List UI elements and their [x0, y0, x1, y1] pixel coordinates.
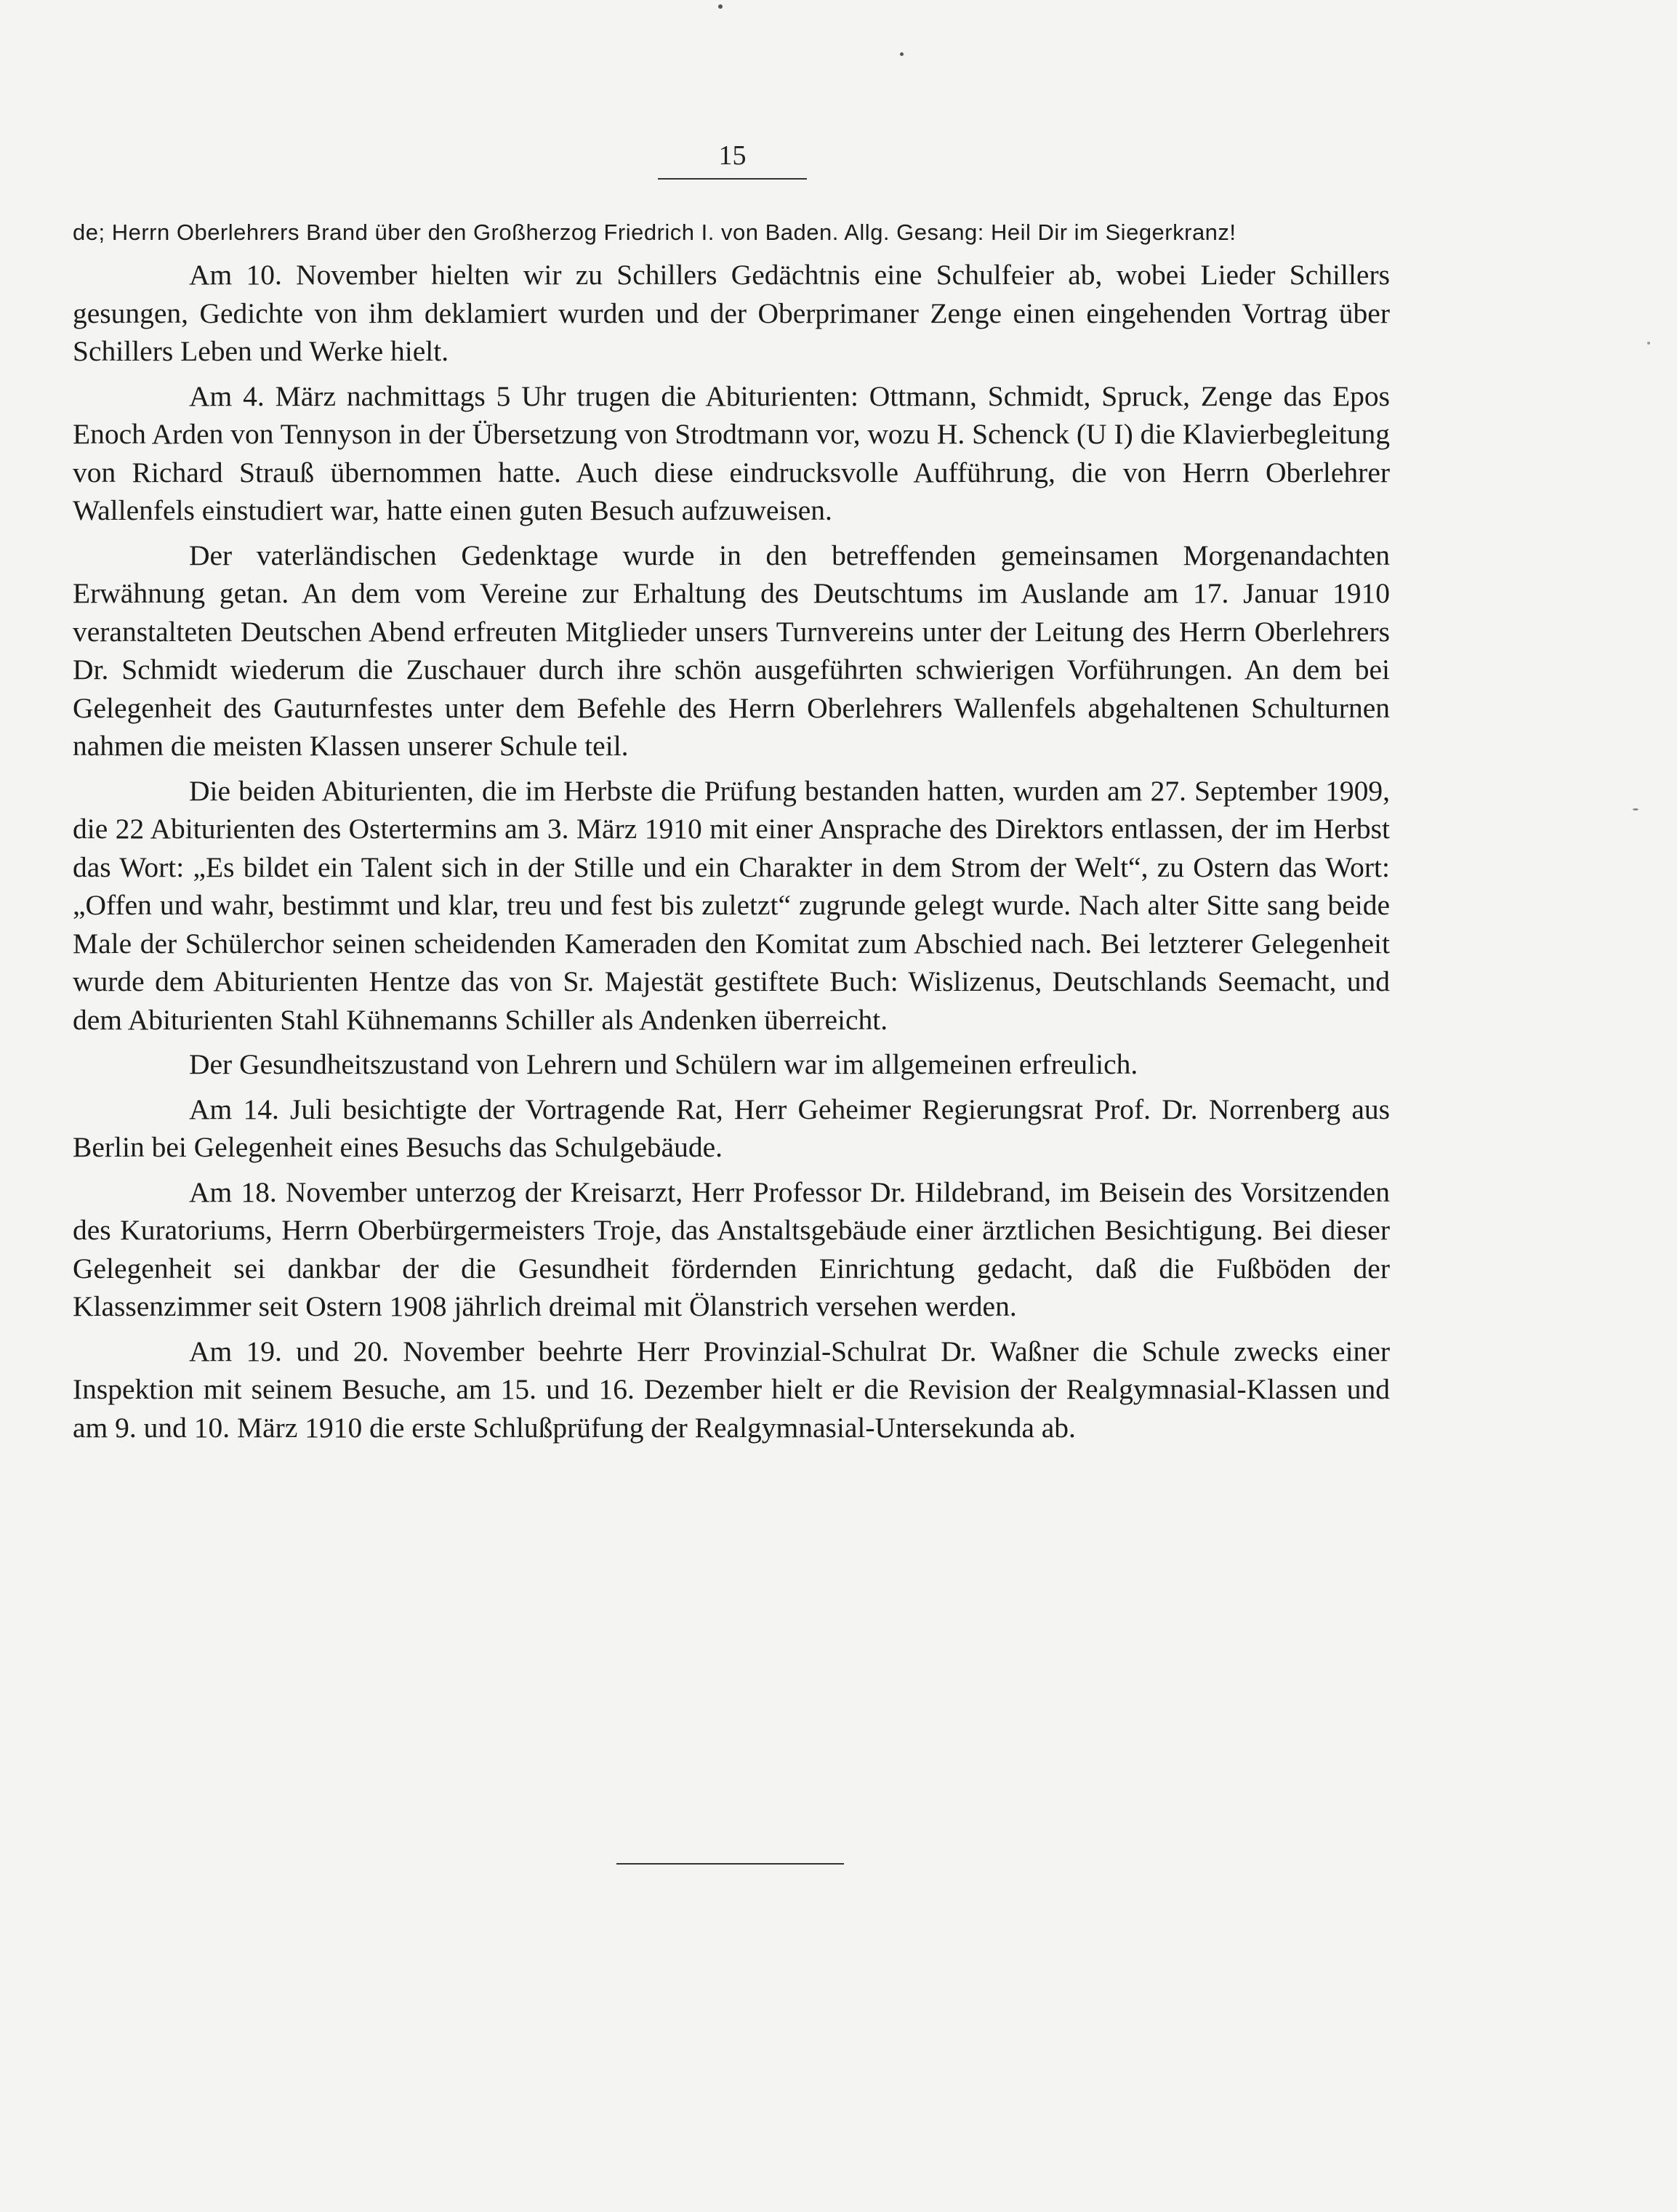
page-number-rule — [658, 178, 807, 180]
paragraph-enoch-arden: Am 4. März nachmittags 5 Uhr trugen die Abiturienten: Ottmann, Schmidt, Spruck, Zenge das Epos Enoch Arden von Tennyson in der Übersetzung von Strodtmann vor, wozu H. Schenck (U I) die Klavierbegleitung von Richard Strauß übernommen hatte. Auch diese eindrucksvolle Aufführung, die von Herrn Oberlehrer Wallenfels einstudiert war, hatte einen guten Besuch aufzuweisen. — [73, 379, 1390, 526]
scan-speck — [900, 52, 904, 56]
page-number: 15 — [718, 140, 747, 171]
paragraph-schiller-feier: Am 10. November hielten wir zu Schillers Gedächtnis eine Schulfeier ab, wobei Lieder Schillers gesungen, Gedichte von ihm deklamiert wurden und der Oberprimaner Zenge einen eingehenden Vortrag über Schillers Leben und Werke hielt. — [73, 259, 1390, 367]
paragraph-besichtigung: Am 14. Juli besichtigte der Vortragende Rat, Herr Geheimer Regierungsrat Prof. Dr. Norrenberg aus Berlin bei Gelegenheit eines Besuchs das Schulgebäude. — [73, 1093, 1390, 1163]
paragraph-inspektion: Am 19. und 20. November beehrte Herr Provinzial-Schulrat Dr. Waßner die Schule zwecks einer Inspektion mit seinem Besuche, am 15. und 16. Dezember hielt er die Revision der Realgymnasial-Klassen und am 9. und 10. März 1910 die erste Schlußprüfung der Realgymnasial-Untersekunda ab. — [73, 1335, 1390, 1444]
scan-speck — [1647, 342, 1650, 345]
intro-paragraph: de; Herrn Oberlehrers Brand über den Großherzog Friedrich I. von Baden. Allg. Gesang: Heil Dir im Siegerkranz! — [73, 220, 1236, 245]
scan-speck — [718, 4, 723, 9]
paragraph-kreisarzt: Am 18. November unterzog der Kreisarzt, Herr Professor Dr. Hildebrand, im Beisein des Vorsitzenden des Kuratoriums, Herrn Oberbürgermeisters Troje, das Anstaltsgebäude einer ärztlichen Besichtigung. Bei dieser Gelegenheit sei dankbar der die Gesundheit fördernden Einrichtung gedacht, daß die Fußböden der Klassenzimmer seit Ostern 1908 jährlich dreimal mit Ölanstrich versehen werden. — [73, 1175, 1390, 1322]
body-text — [73, 215, 1390, 1453]
paragraph-gedenktage: Der vaterländischen Gedenktage wurde in den betreffenden gemeinsamen Morgenandachten Erwähnung getan. An dem vom Vereine zur Erhaltung des Deutschtums im Auslande am 17. Januar 1910 veranstalteten Deutschen Abend erfreuten Mitglieder unsers Turnvereins unter der Leitung des Herrn Oberlehrers Dr. Schmidt wiederum die Zuschauer durch ihre schön ausgeführten schwierigen Vorführungen. An dem bei Gelegenheit des Gauturnfestes unter dem Befehle des Herrn Oberlehrers Wallenfels abgehaltenen Schulturnen nahmen die meisten Klassen unserer Schule teil. — [73, 539, 1390, 762]
paragraph-gesundheit: Der Gesundheitszustand von Lehrern und Schülern war im allgemeinen erfreulich. — [189, 1048, 1138, 1080]
scan-speck — [1633, 808, 1638, 811]
paragraph-abiturienten: Die beiden Abiturienten, die im Herbste die Prüfung bestanden hatten, wurden am 27. September 1909, die 22 Abiturienten des Ostertermins am 3. März 1910 mit einer Ansprache des Direktors entlassen, der im Herbst das Wort: „Es bildet ein Talent sich in der Stille und ein Charakter in dem Strom der Welt“, zu Ostern das Wort: „Offen und wahr, bestimmt und klar, treu und fest bis zuletzt“ zugrunde gelegt wurde. Nach alter Sitte sang beide Male der Schülerchor seinen scheidenden Kameraden den Komitat zum Abschied nach. Bei letzterer Gelegenheit wurde dem Abiturienten Hentze das von Sr. Majestät gestiftete Buch: Wislizenus, Deutschlands Seemacht, und dem Abiturienten Stahl Kühnemanns Schiller als Andenken überreicht. — [73, 774, 1390, 1036]
end-rule — [616, 1863, 844, 1865]
